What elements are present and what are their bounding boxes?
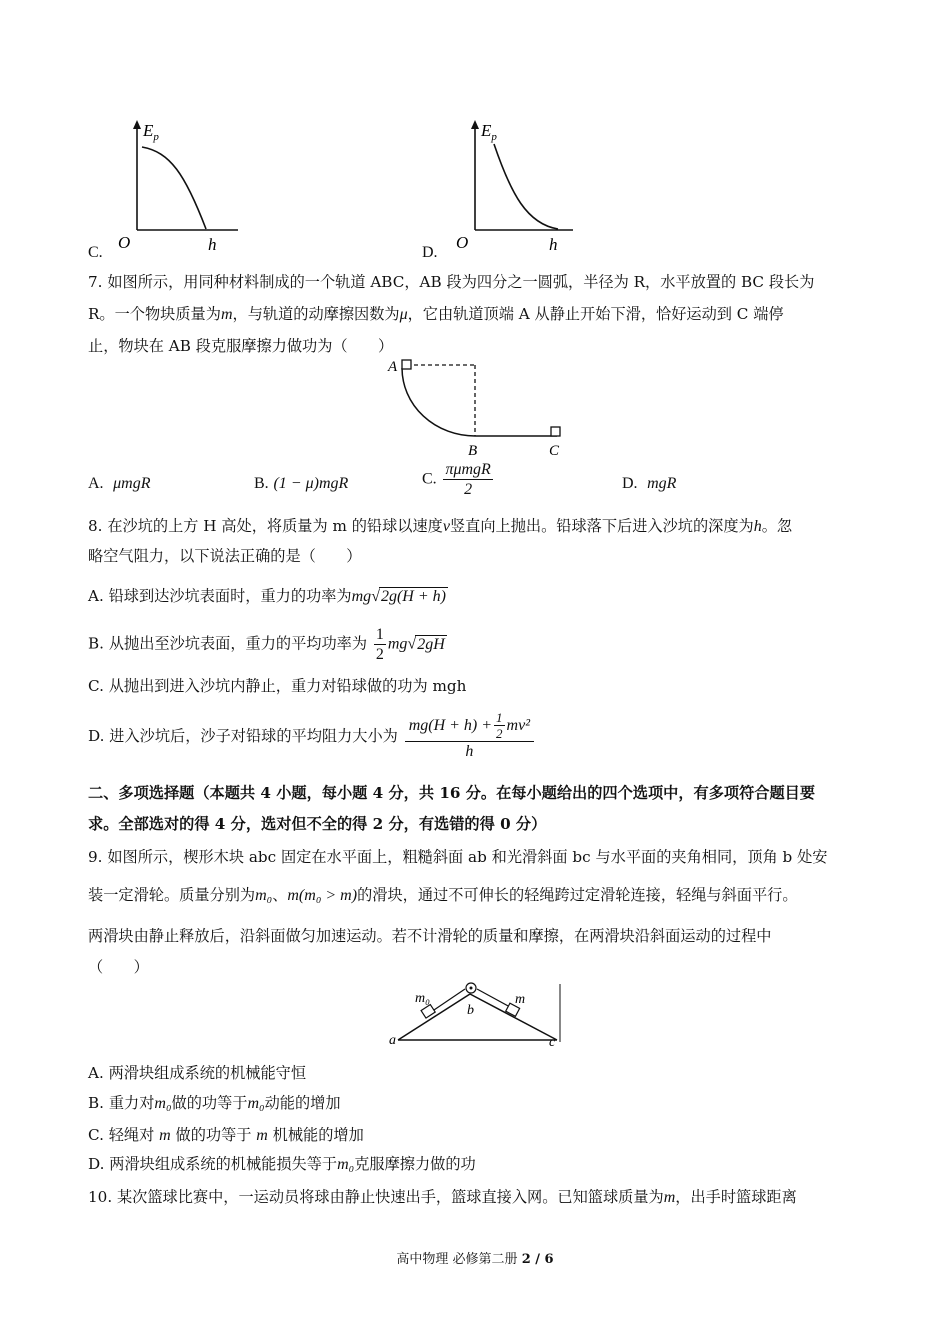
q9-fig-label-m: m: [515, 992, 526, 1007]
q8-line1: 8. 在沙坑的上方 H 高处，将质量为 m 的铅球以速度v竖直向上抛出。铅球落下后进入沙坑的深度为h。忽: [88, 517, 793, 535]
graph-c-x-label: h: [208, 235, 217, 254]
q8-option-c: C. 从抛出到进入沙坑内静止，重力对铅球做的功为 mgh: [88, 677, 467, 695]
q7-fig-label-b: B: [468, 443, 478, 459]
q7-line1: 7. 如图所示，用同种材料制成的一个轨道 ABC，AB 段为四分之一圆弧，半径为 R，水平放置的 BC 段长为: [88, 273, 815, 291]
section2-heading-line2: 求。全部选对的得 4 分，选对但不全的得 2 分，有选错的得 0 分）: [88, 815, 547, 833]
q7-option-b: B. (1 − μ)mgR: [254, 475, 349, 492]
q8-option-d: D. 进入沙坑后，沙子对铅球的平均阻力大小为 mg(H + h) + $\frac{1}{2}$ mv² h: [88, 710, 536, 761]
page-footer: [0, 1248, 950, 1267]
graph-d-y-label: $E_p$: [481, 121, 497, 143]
graph-c-origin: O: [118, 233, 131, 252]
q7-fig-label-a: A: [388, 359, 398, 375]
q8-option-b: B. 从抛出至沙坑表面，重力的平均功率为 $\frac{1}{2}$ mg√2gH: [88, 626, 445, 663]
graph-c: [110, 112, 250, 262]
q9-wedge-figure: [385, 982, 565, 1047]
q9-option-c: C. 轻绳对 m 做的功等于 m 机械能的增加: [88, 1126, 364, 1144]
q9-fig-label-b: b: [467, 1003, 474, 1018]
graph-d-label: D.: [422, 244, 438, 261]
q9-line4: （ ）: [88, 958, 149, 976]
graph-c-label: C.: [88, 244, 103, 261]
q9-line1: 9. 如图所示，楔形木块 abc 固定在水平面上，粗糙斜面 ab 和光滑斜面 bc 与水平面的夹角相同，顶角 b 处安: [88, 848, 828, 866]
q7-line2: R。一个物块质量为m，与轨道的动摩擦因数为μ，它由轨道顶端 A 从静止开始下滑，恰好运动到 C 端停: [88, 305, 784, 323]
q9-line2: 装一定滑轮。质量分别为m₀、m(m₀ > m)的滑块，通过不可伸长的轻绳跨过定滑轮连接，轻绳与斜面平行。: [88, 886, 798, 904]
q7-option-a: A. μmgR: [88, 475, 151, 492]
q8-line2: 略空气阻力，以下说法正确的是（ ）: [88, 547, 362, 565]
q9-fig-label-a: a: [389, 1033, 396, 1047]
graph-c-y-label: $E_p$: [143, 121, 159, 143]
q9-fig-label-m0: m₀: [415, 991, 430, 1006]
q9-option-d: D. 两滑块组成系统的机械能损失等于m₀克服摩擦力做的功: [88, 1155, 476, 1173]
q10-line1: 10. 某次篮球比赛中，一运动员将球由静止快速出手，篮球直接入网。已知篮球质量为m，出手时篮球距离: [88, 1188, 797, 1206]
q7-line3: 止，物块在 AB 段克服摩擦力做功为（ ）: [88, 337, 394, 355]
graph-d: [445, 112, 585, 262]
q7-option-c: C. $\frac{\text{πμmgR}}{2}$: [422, 461, 491, 498]
footer-page-number: 2 / 6: [521, 1252, 554, 1267]
q9-option-b: B. 重力对m₀做的功等于m₀动能的增加: [88, 1094, 341, 1112]
q8-option-a: A. 铅球到达沙坑表面时，重力的功率为mg√2g(H + h): [88, 587, 446, 605]
graph-d-x-label: h: [549, 235, 558, 254]
section2-heading-line1: 二、多项选择题（本题共 4 小题，每小题 4 分，共 16 分。在每小题给出的四个选项中，有多项符合题目要: [88, 784, 816, 802]
footer-text: 高中物理 必修第二册: [396, 1252, 518, 1267]
q7-option-d: D. mgR: [622, 475, 677, 492]
graph-d-origin: O: [456, 233, 469, 252]
q9-fig-label-c: c: [549, 1035, 556, 1047]
q9-line3: 两滑块由静止释放后，沿斜面做匀加速运动。若不计滑轮的质量和摩擦，在两滑块沿斜面运动的过程中: [88, 927, 772, 945]
q9-option-a: A. 两滑块组成系统的机械能守恒: [88, 1064, 307, 1082]
q7-track-figure: [385, 355, 575, 460]
q7-fig-label-c: C: [549, 443, 560, 459]
